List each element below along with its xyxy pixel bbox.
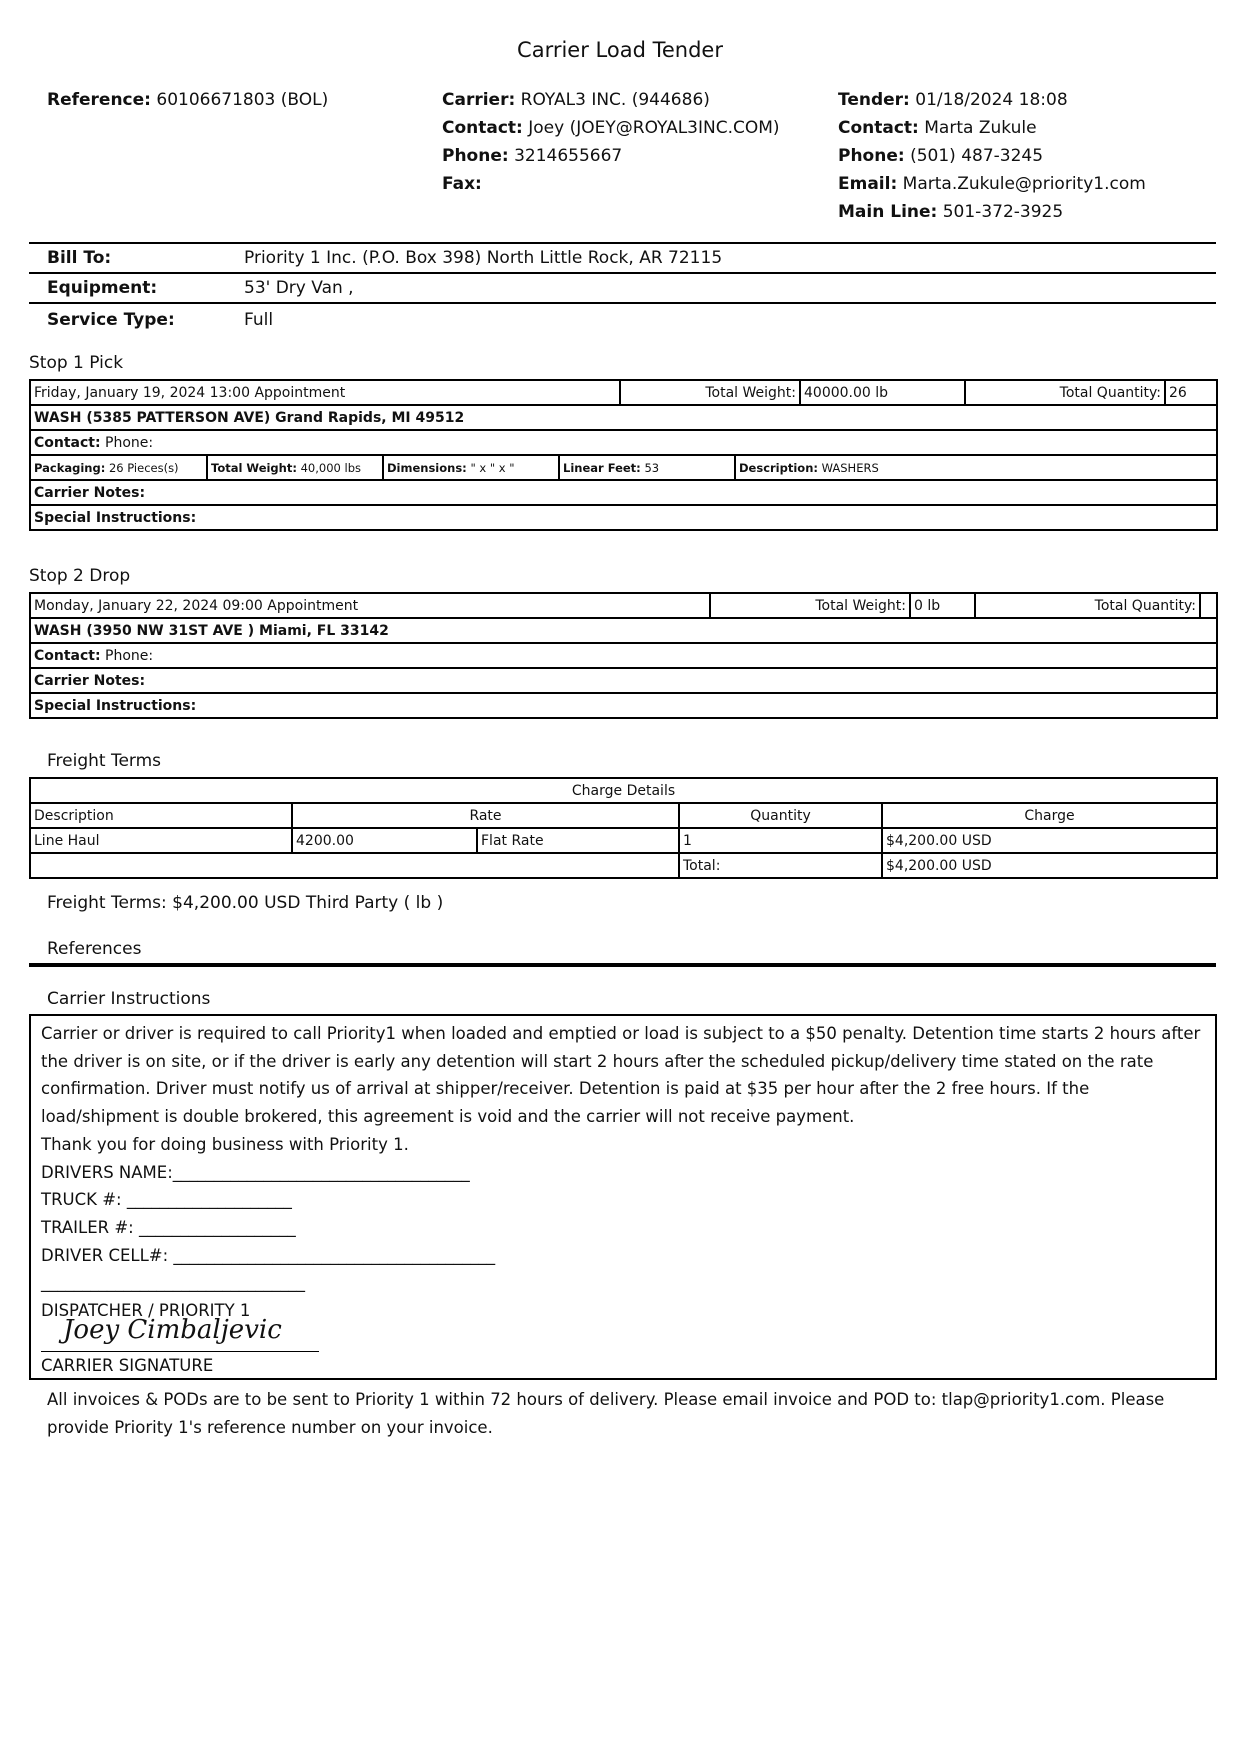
linear-feet-label: Linear Feet: (563, 460, 641, 475)
instructions-box (29, 1014, 1217, 1380)
packaging-label: Packaging: (34, 460, 106, 475)
stop2-total-weight-label: Total Weight: (710, 593, 910, 618)
tender-line: Tender: 01/18/2024 18:08 (838, 90, 1068, 110)
charge-total-row (30, 853, 1217, 878)
charge-table (29, 777, 1218, 879)
contact-value: Marta Zukule (924, 118, 1037, 138)
total-label: Total: (679, 853, 882, 878)
service-type-value: Full (244, 310, 274, 330)
col-rate: Rate (292, 803, 679, 828)
stop1-carrier-notes-label: Carrier Notes: (34, 484, 146, 501)
carrier-line: Carrier: ROYAL3 INC. (944686) (442, 90, 710, 110)
stop2-special-instructions-label: Special Instructions: (34, 697, 197, 714)
stop1-freight-row (30, 455, 1217, 480)
charge-details-row (30, 778, 1217, 803)
instructions-heading: Carrier Instructions (47, 989, 211, 1009)
stop2-datetime: Monday, January 22, 2024 09:00 Appointment (30, 593, 710, 618)
carrier-signature: Joey Cimbaljevic (63, 1314, 282, 1345)
description-label: Description: (739, 460, 818, 475)
email-line: Email: Marta.Zukule@priority1.com (838, 174, 1146, 194)
footer-line: All invoices & PODs are to be sent to Priority 1 within 72 hours of delivery. Please email invoice and POD to: tlap@priority1.com. Please (47, 1390, 1165, 1409)
row-description: Line Haul (30, 828, 292, 853)
weight-value: 40,000 lbs (300, 460, 361, 475)
header-tender-column (838, 86, 1146, 226)
charge-row (30, 828, 1217, 853)
row-quantity: 1 (679, 828, 882, 853)
row-rate: 4200.00 (292, 828, 477, 853)
row-charge: $4,200.00 USD (882, 828, 1217, 853)
carrier-contact-line: Contact: Joey (JOEY@ROYAL3INC.COM) (442, 118, 780, 138)
mainline-line: Main Line: 501-372-3925 (838, 202, 1064, 222)
stop2-carrier-notes-row (30, 668, 1217, 693)
bill-to-label: Bill To: (47, 248, 112, 268)
service-type-label: Service Type: (47, 310, 175, 330)
instruction-line: confirmation. Driver must notify us of arrival at shipper/receiver. Detention is paid at $35 per hour after the 2 free hours. If the (41, 1079, 1090, 1099)
row-rate-type: Flat Rate (477, 828, 679, 853)
total-value: $4,200.00 USD (882, 853, 1217, 878)
stop1-address: WASH (5385 PATTERSON AVE) Grand Rapids, MI 49512 (34, 409, 465, 426)
footer-note (47, 1386, 1177, 1441)
carrier-signature-label: CARRIER SIGNATURE (41, 1356, 214, 1376)
carrier-fax-line: Fax: (442, 174, 482, 194)
instruction-line: the driver is on site, or if the driver is early any detention will start 2 hours after the scheduled pickup/delivery time stated on the rate (41, 1051, 1154, 1071)
charge-details-heading: Charge Details (30, 778, 1217, 803)
col-description: Description (30, 803, 292, 828)
instruction-line: Carrier or driver is required to call Priority1 when loaded and emptied or load is subject to a $50 penalty. Detention time starts 2 hours after (41, 1024, 1201, 1043)
stop2-special-instructions-row (30, 693, 1217, 718)
stop1-total-quantity-value: 26 (1165, 380, 1217, 405)
equipment-value: 53' Dry Van , (244, 278, 354, 298)
stop2-contact-row (30, 643, 1217, 668)
stop1-total-quantity-label: Total Quantity: (965, 380, 1165, 405)
description-value: WASHERS (821, 460, 879, 475)
stop2-total-quantity-value (1200, 593, 1217, 618)
truck-number-line: TRUCK #: ____________________ (41, 1190, 292, 1210)
stop1-special-instructions-row (30, 505, 1217, 530)
stop1-heading: Stop 1 Pick (29, 353, 124, 373)
stop1-address-row (30, 405, 1217, 430)
stop1-contact-row (30, 430, 1217, 455)
freight-heading: Freight Terms (47, 751, 162, 771)
email-value: Marta.Zukule@priority1.com (902, 174, 1146, 194)
col-charge: Charge (882, 803, 1217, 828)
bill-to-value: Priority 1 Inc. (P.O. Box 398) North Little Rock, AR 72115 (244, 248, 723, 268)
charge-header-row (30, 803, 1217, 828)
stop2-total-quantity-label: Total Quantity: (975, 593, 1200, 618)
col-quantity: Quantity (679, 803, 882, 828)
references-divider (29, 963, 1216, 967)
header-reference-column (47, 86, 328, 114)
references-heading: References (47, 939, 142, 959)
reference-line: Reference: 60106671803 (BOL) (47, 90, 329, 110)
stop1-datetime: Friday, January 19, 2024 13:00 Appointment (30, 380, 620, 405)
carrier-phone-line: Phone: 3214655667 (442, 146, 623, 166)
thank-you-line: Thank you for doing business with Priority 1. (41, 1134, 409, 1154)
stop1-summary-row (30, 380, 1217, 405)
instruction-line: load/shipment is double brokered, this agreement is void and the carrier will not receive payment. (41, 1107, 855, 1127)
contact-line: Contact: Marta Zukule (838, 118, 1037, 138)
stop1-contact-value: Phone: (105, 434, 154, 451)
stop1-contact-label: Contact: (34, 434, 101, 451)
carrier-signature-line (41, 1314, 1205, 1353)
stop1-carrier-notes-row (30, 480, 1217, 505)
stop1-total-weight-value: 40000.00 lb (800, 380, 965, 405)
phone-value: (501) 487-3245 (910, 146, 1044, 166)
mainline-value: 501-372-3925 (942, 202, 1064, 222)
service-type-row (29, 304, 1216, 336)
stop2-contact-value: Phone: (105, 647, 154, 664)
dimensions-value: " x " x " (470, 460, 515, 475)
phone-line: Phone: (501) 487-3245 (838, 146, 1044, 166)
trailer-number-line: TRAILER #: ___________________ (41, 1217, 296, 1237)
packaging-value: 26 Pieces(s) (108, 460, 179, 475)
stop2-summary-row (30, 593, 1217, 618)
drivers-name-line: DRIVERS NAME:____________________________________ (41, 1162, 470, 1182)
stop2-address: WASH (3950 NW 31ST AVE ) Miami, FL 33142 (34, 622, 389, 639)
equipment-row (29, 274, 1216, 304)
linear-feet-value: 53 (644, 460, 660, 475)
stop2-carrier-notes-label: Carrier Notes: (34, 672, 146, 689)
carrier-value: ROYAL3 INC. (944686) (520, 90, 710, 110)
stop2-total-weight-value: 0 lb (910, 593, 975, 618)
stop1-total-weight-label: Total Weight: (620, 380, 800, 405)
footer-line: provide Priority 1's reference number on your invoice. (47, 1417, 493, 1437)
dispatcher-label: DISPATCHER / PRIORITY 1 (41, 1301, 251, 1321)
reference-value: 60106671803 (BOL) (156, 90, 329, 110)
stop2-address-row (30, 618, 1217, 643)
stop1-table (29, 379, 1218, 531)
equipment-label: Equipment: (47, 278, 158, 298)
bill-to-row (29, 244, 1216, 274)
stop1-special-instructions-label: Special Instructions: (34, 509, 197, 526)
dispatcher-signature-line: ________________________________ (41, 1273, 305, 1293)
stop2-contact-label: Contact: (34, 647, 101, 664)
header-carrier-column (442, 86, 780, 198)
stop2-table (29, 592, 1218, 719)
tender-value: 01/18/2024 18:08 (915, 90, 1068, 110)
dimensions-label: Dimensions: (387, 460, 467, 475)
weight-label: Total Weight: (211, 460, 297, 475)
document-title: Carrier Load Tender (517, 38, 723, 62)
carrier-phone-value: 3214655667 (514, 146, 623, 166)
carrier-contact-value: Joey (JOEY@ROYAL3INC.COM) (528, 118, 780, 138)
stop2-heading: Stop 2 Drop (29, 566, 131, 586)
driver-cell-line: DRIVER CELL#: _______________________________________ (41, 1245, 496, 1265)
billing-box (29, 242, 1216, 336)
freight-terms-text: Freight Terms: $4,200.00 USD Third Party ( lb ) (47, 893, 444, 913)
